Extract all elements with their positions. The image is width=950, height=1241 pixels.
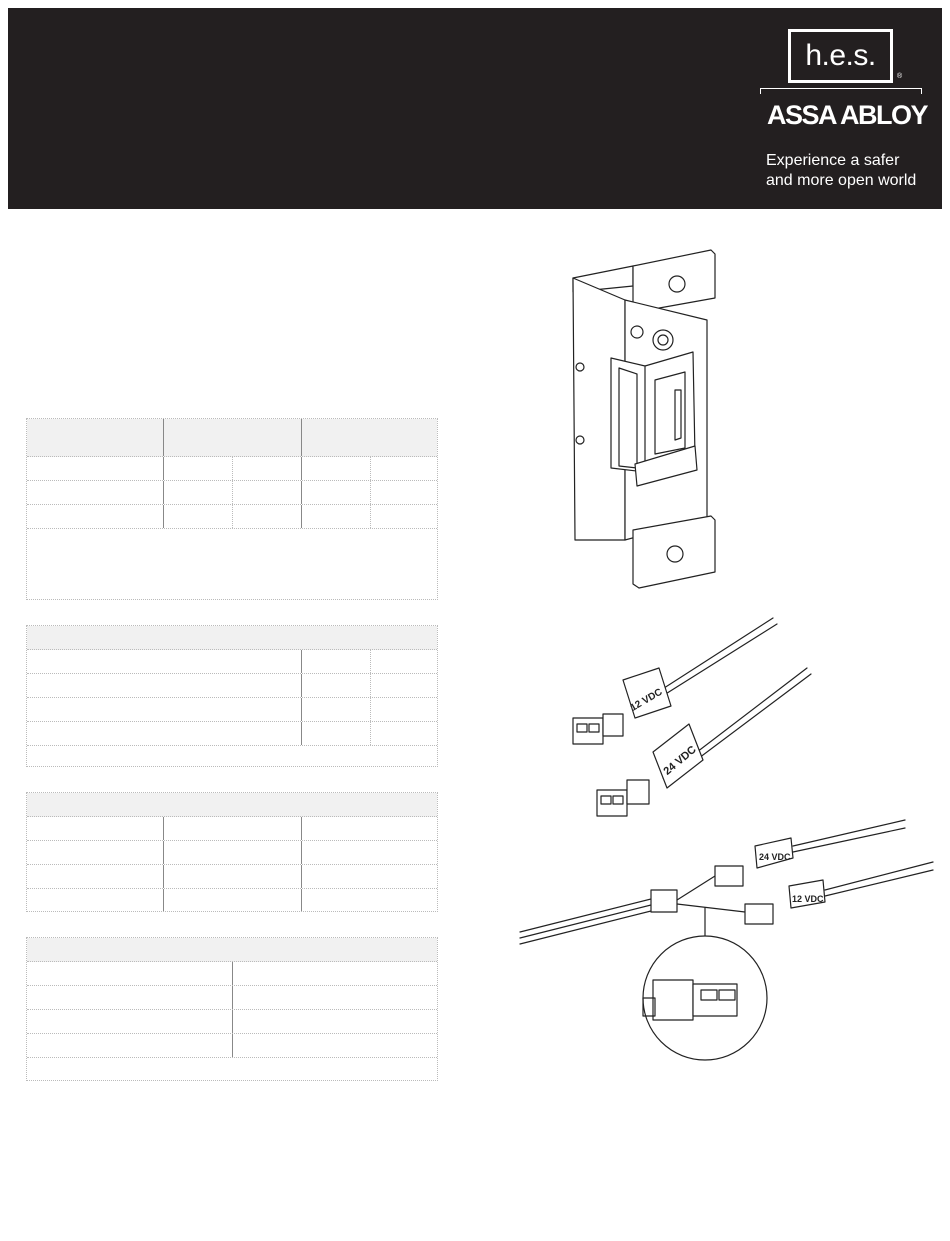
harness-label-12vdc: 12 VDC	[628, 686, 665, 714]
table-notes-row	[27, 529, 437, 599]
brand-name: ASSA ABLOY	[767, 100, 928, 130]
table-header-row	[27, 419, 437, 457]
table-row	[27, 457, 437, 481]
wire-harness-illustration	[573, 618, 811, 816]
hes-logo	[788, 29, 893, 83]
table-header-row	[27, 793, 437, 817]
table-row	[27, 481, 437, 505]
logo-rule	[760, 88, 922, 89]
table-row	[27, 1034, 437, 1058]
tagline-line-1: Experience a safer	[766, 152, 900, 169]
registered-mark: ®	[897, 73, 903, 80]
spec-table-3	[26, 792, 438, 912]
spec-table-1	[26, 418, 438, 600]
table-row	[27, 650, 437, 674]
table-header-row	[27, 626, 437, 650]
tagline	[766, 151, 916, 191]
tagline-line-2: and more open world	[766, 172, 917, 189]
spec-table-4	[26, 937, 438, 1081]
table-notes-row	[27, 1058, 437, 1080]
table-row	[27, 817, 437, 841]
table-row	[27, 841, 437, 865]
connector-label-12vdc: 12 VDC	[792, 894, 824, 904]
logo-rule-tick-left	[760, 88, 761, 94]
table-row	[27, 889, 437, 911]
hes-logo-text: h.e.s.	[805, 39, 876, 72]
table-row	[27, 962, 437, 986]
spec-table-2	[26, 625, 438, 767]
table-row	[27, 722, 437, 746]
table-row	[27, 986, 437, 1010]
product-illustrations	[515, 240, 940, 1070]
table-notes-row	[27, 746, 437, 768]
logo-rule-tick-right	[921, 88, 922, 94]
connector-assembly-illustration	[520, 820, 933, 1060]
harness-label-24vdc: 24 VDC	[661, 743, 699, 778]
table-row	[27, 1010, 437, 1034]
table-row	[27, 674, 437, 698]
table-row	[27, 865, 437, 889]
table-row	[27, 698, 437, 722]
table-row	[27, 505, 437, 529]
connector-label-24vdc: 24 VDC	[759, 852, 791, 862]
table-header-row	[27, 938, 437, 962]
electric-strike-illustration	[573, 250, 715, 588]
